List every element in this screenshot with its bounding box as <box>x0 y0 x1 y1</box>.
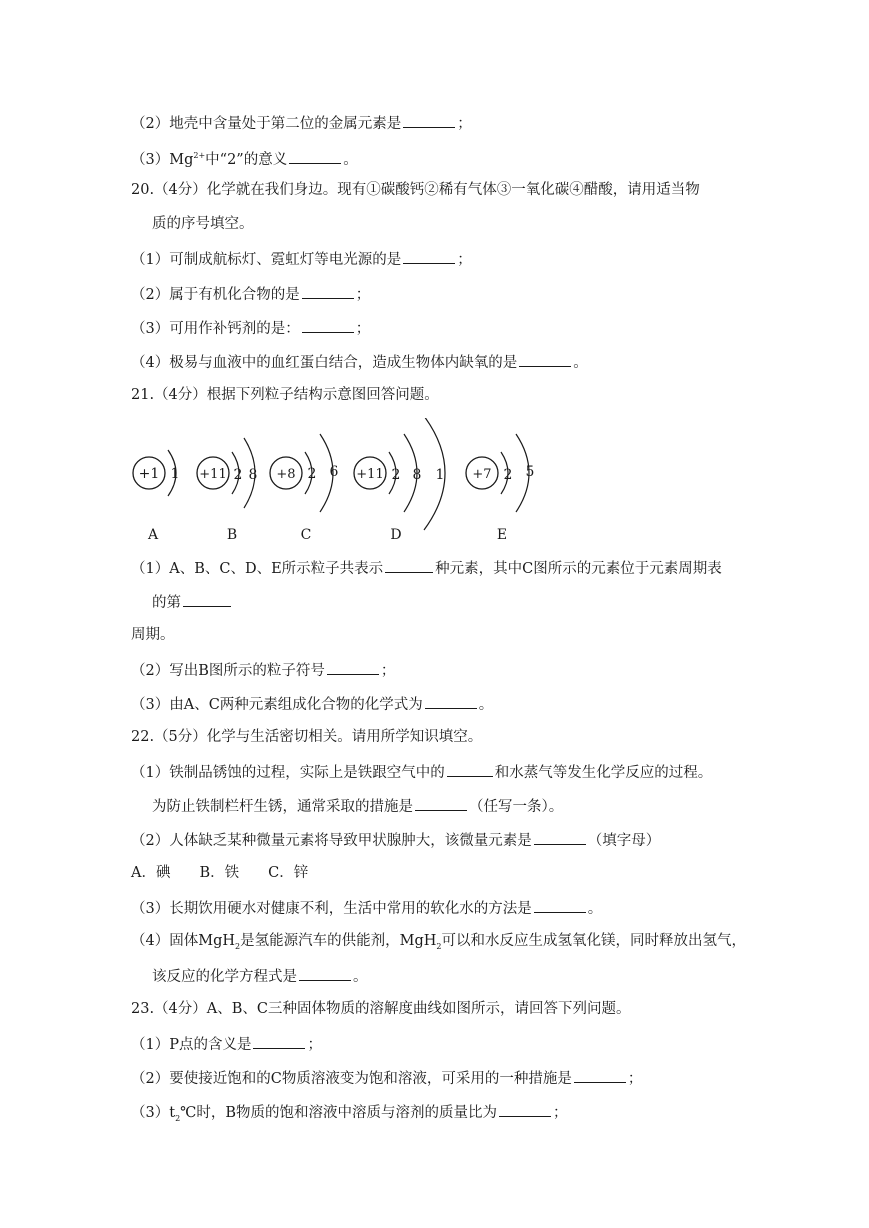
q19-part2: （2）地壳中含量处于第二位的金属元素是 ； <box>131 112 472 134</box>
electron-count: 8 <box>248 467 258 483</box>
answer-blank[interactable] <box>289 148 341 164</box>
atom-c <box>270 434 339 543</box>
q20-part4: （4）极易与血液中的血红蛋白结合，造成生物体内缺氧的是 。 <box>131 351 588 373</box>
nucleus-charge: +8 <box>276 467 296 482</box>
q22-part1-line1: （1）铁制品锈蚀的过程，实际上是铁跟空气中的 和水蒸气等发生化学反应的过程。 <box>131 761 712 783</box>
answer-blank[interactable] <box>425 693 477 709</box>
nucleus-charge: +1 <box>138 466 160 482</box>
electron-count: 2 <box>391 467 401 483</box>
atom-label: B <box>226 527 238 543</box>
answer-blank[interactable] <box>415 795 467 811</box>
atom-a <box>133 450 179 543</box>
answer-blank[interactable] <box>299 965 351 981</box>
electron-count: 5 <box>525 464 535 480</box>
q21-part1-line1: （1）A、B、C、D、E所示粒子共表示 种元素，其中C图所示的元素位于元素周期表 <box>131 557 722 579</box>
q20-part1: （1）可制成航标灯、霓虹灯等电光源的是 ； <box>131 248 472 270</box>
answer-blank[interactable] <box>499 1101 551 1117</box>
answer-blank[interactable] <box>403 248 455 264</box>
answer-blank[interactable] <box>253 1033 305 1049</box>
answer-blank[interactable] <box>385 557 433 573</box>
q19-part3: $(3)Mg^{2+}$中“2”的意义 。 <box>131 146 358 170</box>
q23-stem: 23.（4分）A、B、C三种固体物质的溶解度曲线如图所示，请回答下列问题。 <box>131 1001 631 1017</box>
q19-part2-text: （2）地壳中含量处于第二位的金属元素是 <box>131 116 402 132</box>
q22-part2: （2）人体缺乏某种微量元素将导致甲状腺肿大，该微量元素是 （填字母） <box>131 829 660 851</box>
atom-e <box>466 434 534 543</box>
nucleus-charge: +11 <box>356 467 384 482</box>
atom-structure-diagram <box>128 418 548 548</box>
answer-blank[interactable] <box>534 829 586 845</box>
atom-label: C <box>300 527 312 543</box>
electron-count: 6 <box>329 464 339 480</box>
q21-stem: 21.（4分）根据下列粒子结构示意图回答问题。 <box>131 387 439 403</box>
q21-part1-line2: 的第 <box>152 591 233 613</box>
q20-stem-line1: 20.（4分）化学就在我们身边。现有①碳酸钙②稀有气体③一氧化碳④醋酸，请用适当物 <box>131 182 700 198</box>
nucleus-charge: +11 <box>199 467 227 482</box>
q22-part4-line2: 该反应的化学方程式是 。 <box>152 965 368 987</box>
q22-part3: （3）长期饮用硬水对健康不利，生活中常用的软化水的方法是 。 <box>131 897 602 919</box>
q20-part2: （2）属于有机化合物的是 ； <box>131 283 370 305</box>
q21-part1-line3: 周期。 <box>131 627 175 643</box>
electron-count: 8 <box>412 467 422 483</box>
atom-label: A <box>147 527 159 543</box>
atom-b <box>197 438 257 543</box>
answer-blank[interactable] <box>519 351 571 367</box>
answer-blank[interactable] <box>574 1067 626 1083</box>
q21-part3: （3）由A、C两种元素组成化合物的化学式为 。 <box>131 693 493 715</box>
answer-blank[interactable] <box>302 283 354 299</box>
atom-label: D <box>390 527 402 543</box>
electron-count: 2 <box>503 467 513 483</box>
answer-blank[interactable] <box>403 112 455 128</box>
q20-part3: （3）可用作补钙剂的是： ； <box>131 317 370 339</box>
q21-part2: （2）写出B图所示的粒子符号 ； <box>131 659 395 681</box>
atom-label: E <box>496 527 508 543</box>
q22-part4-line1: （4）固体MgH$_2$是氢能源汽车的供能剂，MgH$_2$可以和水反应生成氢氧化镁，同时释放出氢气， <box>131 933 746 951</box>
electron-count: 1 <box>170 466 180 482</box>
answer-blank[interactable] <box>183 591 231 607</box>
electron-count: 2 <box>307 466 317 482</box>
electron-count: 2 <box>233 467 243 483</box>
atom-d <box>354 418 445 543</box>
answer-blank[interactable] <box>534 897 586 913</box>
q22-stem: 22.（5分）化学与生活密切相关。请用所学知识填空。 <box>131 729 483 745</box>
q22-options: A．碘 B．铁 C．锌 <box>131 865 309 881</box>
answer-blank[interactable] <box>447 761 493 777</box>
q23-part1: （1）P点的含义是 ； <box>131 1033 322 1055</box>
answer-blank[interactable] <box>302 317 354 333</box>
q20-stem-line2: 质的序号填空。 <box>152 216 254 232</box>
answer-blank[interactable] <box>327 659 379 675</box>
nucleus-charge: +7 <box>472 467 492 482</box>
electron-count: 1 <box>435 467 445 483</box>
q23-part2: （2）要使接近饱和的C物质溶液变为饱和溶液，可采用的一种措施是 ； <box>131 1067 642 1089</box>
q23-part3: $(3)t_2℃$时，B物质的饱和溶液中溶质与溶剂的质量比为 ； <box>131 1101 568 1129</box>
q22-part1-line2: 为防止铁制栏杆生锈，通常采取的措施是 （任写一条）。 <box>152 795 563 817</box>
